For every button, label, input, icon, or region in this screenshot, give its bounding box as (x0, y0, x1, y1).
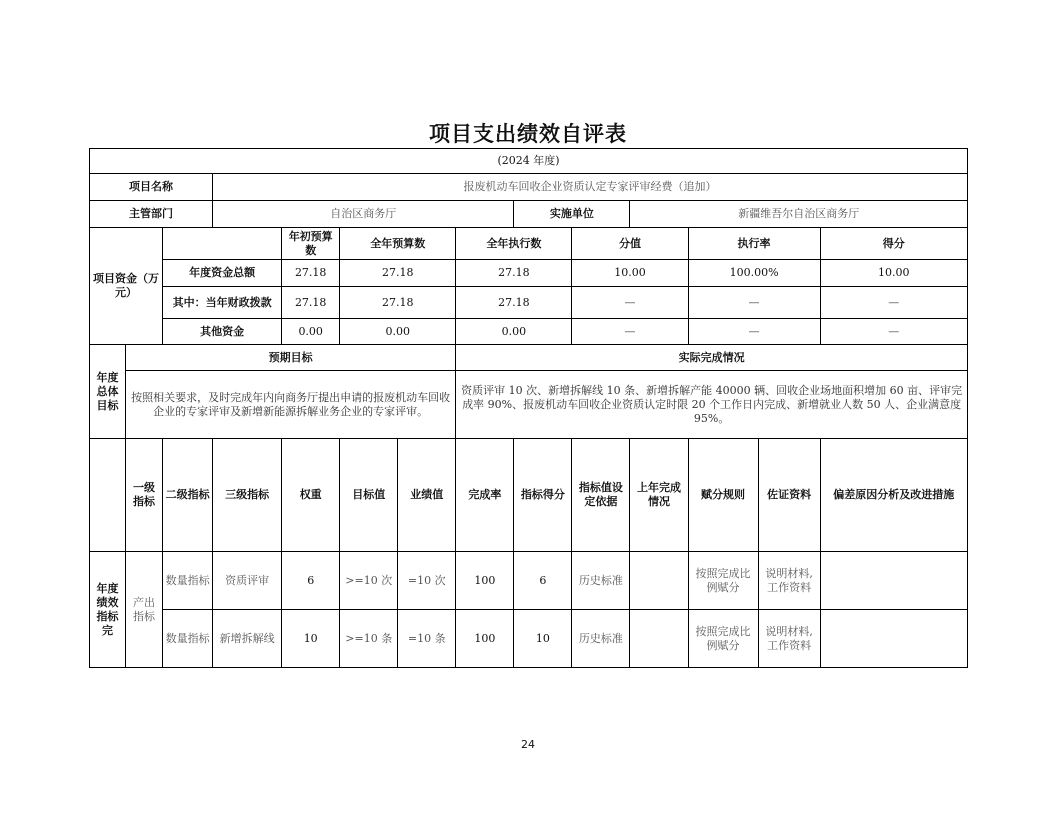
project-name-value: 报废机动车回收企业资质认定专家评审经费（追加） (213, 174, 968, 201)
actual-completion-text: 资质评审 10 次、新增拆解线 10 条、新增拆解产能 40000 辆、回收企业场地面积增加 60 亩、评审完成率 90%、报废机动车回收企业资质认定时限 20 个工作日内完成、新增就业人数 50 人、企业满意度 95%。 (456, 371, 968, 439)
indicator-header: 偏差原因分析及改进措施 (820, 439, 967, 552)
funds-row-exec: 27.18 (456, 287, 572, 319)
impl-value: 新疆维吾尔自治区商务厅 (630, 201, 968, 228)
dept-label: 主管部门 (90, 201, 213, 228)
indicator-row (90, 610, 968, 668)
funds-row-initial: 0.00 (282, 319, 340, 345)
score-cell: 10 (514, 610, 572, 668)
actual-cell: =10 次 (398, 552, 456, 610)
funds-row-label: 其中：当年财政拨款 (163, 287, 282, 319)
level2-indicator: 数量指标 (163, 610, 213, 668)
year-row (90, 149, 968, 174)
funds-row-budget: 0.00 (340, 319, 456, 345)
funds-row-score: — (820, 319, 967, 345)
funds-row-rate: — (688, 287, 820, 319)
page-number: 24 (521, 738, 535, 751)
target-cell: >=10 条 (340, 610, 398, 668)
goals-header-row (90, 345, 968, 371)
funds-row-initial: 27.18 (282, 287, 340, 319)
rule-cell: 按照完成比例赋分 (688, 610, 758, 668)
funds-header-annual-exec: 全年执行数 (456, 228, 572, 260)
funds-row-label: 其他资金 (163, 319, 282, 345)
funds-row-label: 年度资金总额 (163, 260, 282, 287)
indicator-header-blank (90, 439, 126, 552)
indicator-header: 三级指标 (213, 439, 282, 552)
year-label: (2024 年度) (90, 149, 968, 174)
last-year-cell (630, 552, 688, 610)
indicator-header: 赋分规则 (688, 439, 758, 552)
funds-header-initial: 年初预算数 (282, 228, 340, 260)
funds-row-value: — (572, 287, 688, 319)
score-cell: 6 (514, 552, 572, 610)
basis-cell: 历史标准 (572, 552, 630, 610)
evidence-cell: 说明材料,工作资料 (758, 552, 820, 610)
performance-table (89, 148, 968, 668)
funds-header-annual-budget: 全年预算数 (340, 228, 456, 260)
impl-label: 实施单位 (514, 201, 630, 228)
weight-cell: 6 (282, 552, 340, 610)
indicator-header: 二级指标 (163, 439, 213, 552)
level2-indicator: 数量指标 (163, 552, 213, 610)
indicators-label: 年度绩效指标完 (90, 552, 126, 668)
funds-row (90, 260, 968, 287)
funds-header-score: 得分 (820, 228, 967, 260)
indicator-header: 完成率 (456, 439, 514, 552)
actual-cell: =10 条 (398, 610, 456, 668)
funds-row-exec: 27.18 (456, 260, 572, 287)
project-name-label: 项目名称 (90, 174, 213, 201)
basis-cell: 历史标准 (572, 610, 630, 668)
funds-header-row (90, 228, 968, 260)
actual-completion-header: 实际完成情况 (456, 345, 968, 371)
funds-row-score: 10.00 (820, 260, 967, 287)
rule-cell: 按照完成比例赋分 (688, 552, 758, 610)
deviation-cell (820, 552, 967, 610)
funds-row-budget: 27.18 (340, 260, 456, 287)
project-name-row (90, 174, 968, 201)
funds-row-value: — (572, 319, 688, 345)
dept-row (90, 201, 968, 228)
indicator-header: 目标值 (340, 439, 398, 552)
deviation-cell (820, 610, 967, 668)
indicator-header: 业绩值 (398, 439, 456, 552)
goals-label: 年度总体目标 (90, 345, 126, 439)
level3-indicator: 资质评审 (213, 552, 282, 610)
indicator-header: 权重 (282, 439, 340, 552)
last-year-cell (630, 610, 688, 668)
funds-row-score: — (820, 287, 967, 319)
funds-row-rate: — (688, 319, 820, 345)
funds-row (90, 287, 968, 319)
funds-label: 项目资金（万元） (90, 228, 163, 345)
dept-value: 自治区商务厅 (213, 201, 514, 228)
funds-row-exec: 0.00 (456, 319, 572, 345)
goals-content-row (90, 371, 968, 439)
indicator-row (90, 552, 968, 610)
funds-row-budget: 27.18 (340, 287, 456, 319)
page-title: 项目支出绩效自评表 (429, 122, 627, 146)
funds-header-exec-rate: 执行率 (688, 228, 820, 260)
target-cell: >=10 次 (340, 552, 398, 610)
weight-cell: 10 (282, 610, 340, 668)
level1-indicator: 产出指标 (126, 552, 163, 668)
expected-goal-header: 预期目标 (126, 345, 456, 371)
indicator-header: 指标值设定依据 (572, 439, 630, 552)
rate-cell: 100 (456, 610, 514, 668)
indicator-header: 指标得分 (514, 439, 572, 552)
indicator-header-row (90, 439, 968, 552)
indicator-header: 上年完成情况 (630, 439, 688, 552)
evidence-cell: 说明材料,工作资料 (758, 610, 820, 668)
funds-row-initial: 27.18 (282, 260, 340, 287)
indicator-header: 一级指标 (126, 439, 163, 552)
funds-row-rate: 100.00% (688, 260, 820, 287)
funds-header-score-value: 分值 (572, 228, 688, 260)
expected-goal-text: 按照相关要求，及时完成年内向商务厅提出申请的报废机动车回收企业的专家评审及新增新能源拆解业务企业的专家评审。 (126, 371, 456, 439)
funds-header-blank (163, 228, 282, 260)
rate-cell: 100 (456, 552, 514, 610)
level3-indicator: 新增拆解线 (213, 610, 282, 668)
funds-row-value: 10.00 (572, 260, 688, 287)
funds-row (90, 319, 968, 345)
indicator-header: 佐证资料 (758, 439, 820, 552)
